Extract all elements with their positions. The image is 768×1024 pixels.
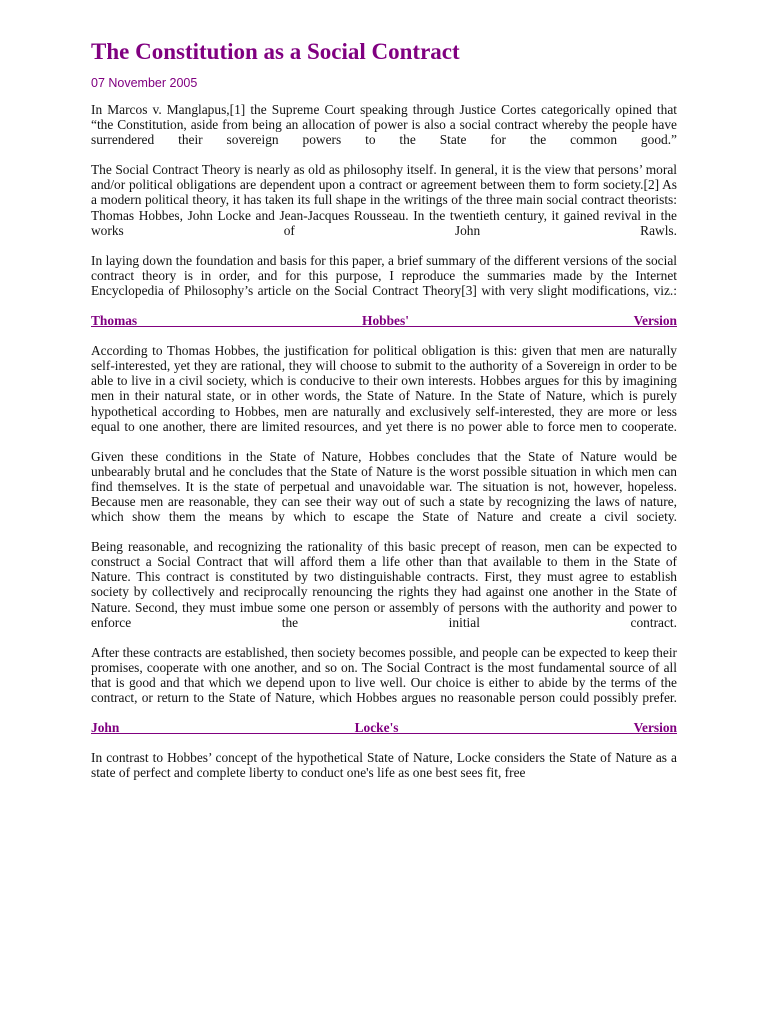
paragraph-hobbes-contracts-established: After these contracts are established, then society becomes possible, and people can be expected to keep their promises, cooperate with one another, and so on. The Social Contract is the most fundamental source of all that is good and that which we depend upon to live well. Our choice is either to abide by the terms of the contract, or return to the State of Nature, which Hobbes argues no reasonable person could possibly prefer. bbox=[91, 644, 677, 705]
paragraph-hobbes-social-contract: Being reasonable, and recognizing the rationality of this basic precept of reason, men can be expected to construct a Social Contract that will afford them a life other than that available to them in the State of Nature. This contract is constituted by two distinguishable contracts. First, they must agree to establish society by collectively and reciprocally renouncing the rights they had against one another in the State of Nature. Second, they must imbue some one person or assembly of persons with the authority and power to enforce the initial contract. bbox=[91, 539, 677, 630]
page-title: The Constitution as a Social Contract bbox=[91, 39, 460, 64]
paragraph-hobbes-justification: According to Thomas Hobbes, the justification for political obligation is this: given that men are naturally self-interested, yet they are rational, they will choose to submit to the authority of a Sovereign in order to be able to live in a civil society, which is conducive to their own interests. Hobbes argues for this by imagining men in their natural state, or in other words, the State of Nature. In the State of Nature, which is purely hypothetical according to Hobbes, men are naturally and exclusively self-interested, they are more or less equal to one another, there are limited resources, and yet there is no power able to force men to cooperate. bbox=[91, 343, 677, 434]
paragraph-locke-state-of-nature: In contrast to Hobbes’ concept of the hypothetical State of Nature, Locke considers the State of Nature as a state of perfect and complete liberty to conduct one's life as one best sees fit, free bbox=[91, 750, 677, 781]
paragraph-marcos-v-manglapus: In Marcos v. Manglapus,[1] the Supreme Court speaking through Justice Cortes categorically opined that “the Constitution, aside from being an allocation of power is also a social contract whereby the people have surrendered their sovereign powers to the State for the common good.” bbox=[91, 102, 677, 148]
paragraph-foundation: In laying down the foundation and basis for this paper, a brief summary of the different versions of the social contract theory is in order, and for this purpose, I reproduce the summaries made by the Internet Encyclopedia of Philosophy’s article on the Social Contract Theory[3] with very slight modifications, viz.: bbox=[91, 252, 677, 298]
paragraph-hobbes-state-of-nature: Given these conditions in the State of Nature, Hobbes concludes that the State of Nature would be unbearably brutal and he concludes that the State of Nature is the worst possible situation in which men can find themselves. It is the state of perpetual and unavoidable war. The situation is not, however, hopeless. Because men are reasonable, they can see their way out of such a state by recognizing the laws of nature, which show them the means by which to escape the State of Nature and create a civil society. bbox=[91, 448, 677, 525]
section-heading-locke-link[interactable]: John Locke's Version bbox=[91, 720, 677, 736]
publish-date: 07 November 2005 bbox=[91, 76, 198, 90]
section-heading-hobbes-link[interactable]: Thomas Hobbes' Version bbox=[91, 313, 677, 329]
document-page bbox=[91, 36, 677, 780]
paragraph-social-contract-theory: The Social Contract Theory is nearly as old as philosophy itself. In general, it is the view that persons’ moral and/or political obligations are dependent upon a contract or agreement between them to form society.[2] As a modern political theory, it has taken its full shape in the writings of the three main social contract theorists: Thomas Hobbes, John Locke and Jean-Jacques Rousseau. In the twentieth century, it gained revival in the works of John Rawls. bbox=[91, 162, 677, 238]
